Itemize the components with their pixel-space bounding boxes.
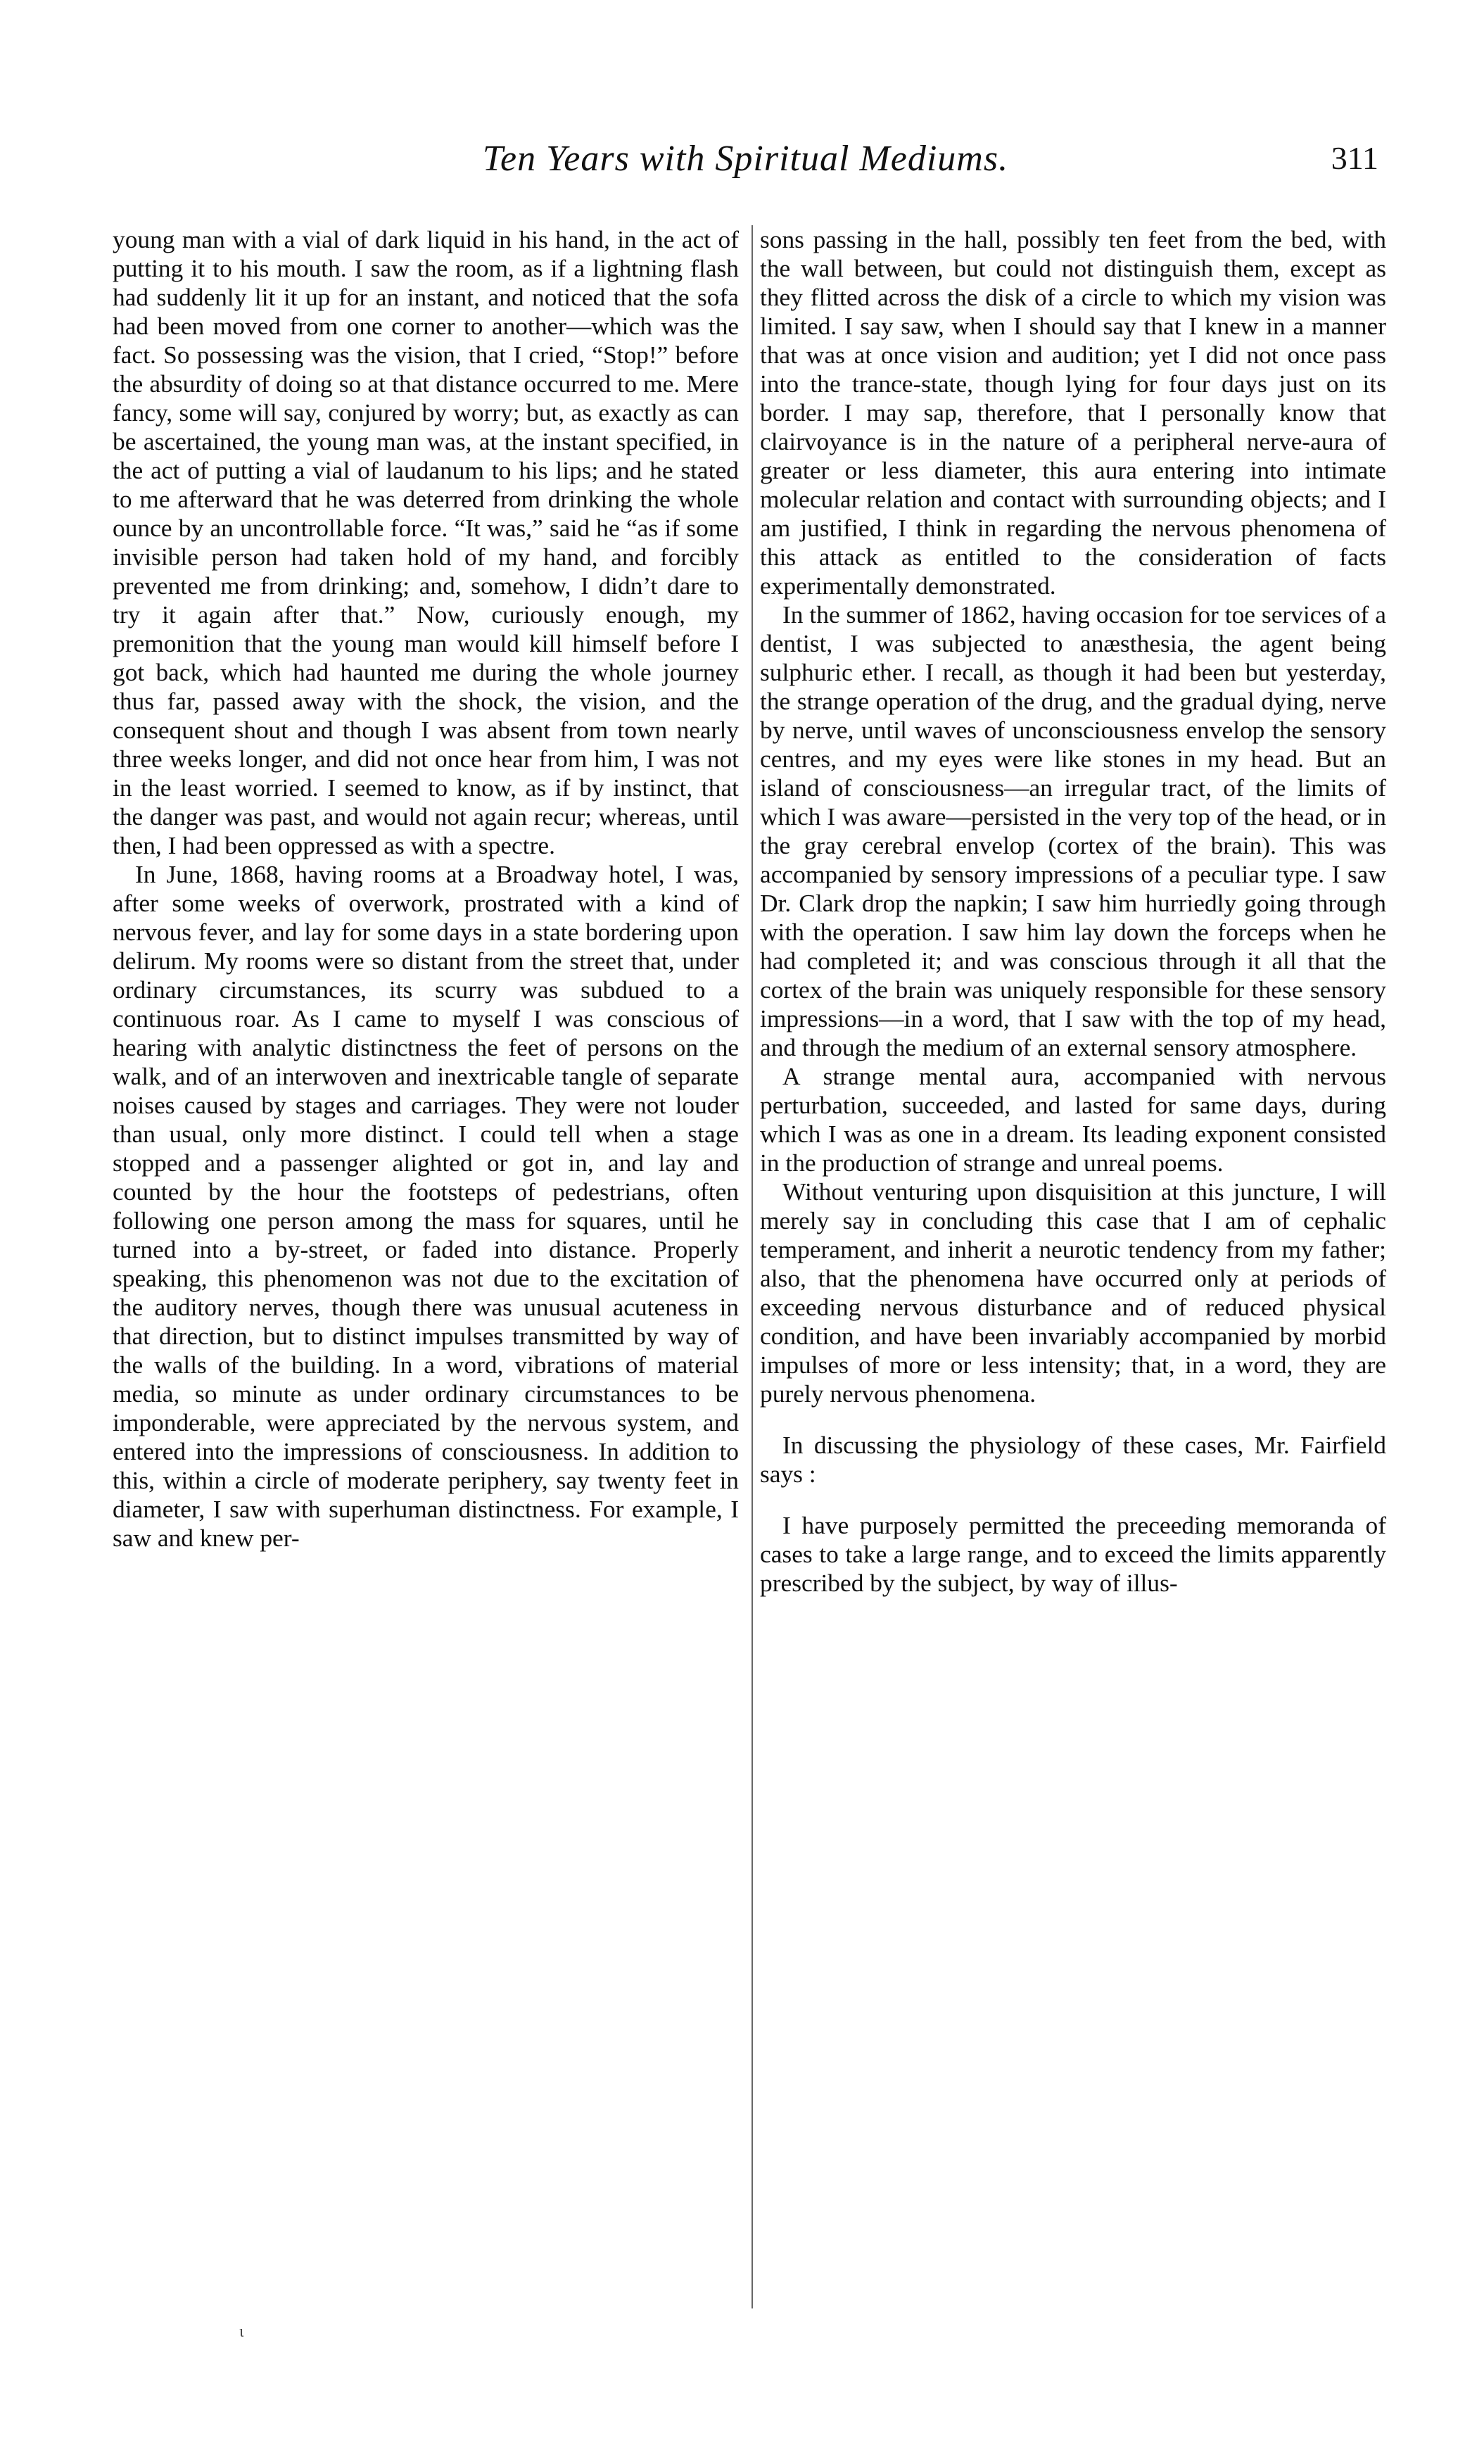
paragraph: In June, 1868, having rooms at a Broadway hotel, I was, after some weeks of overwork, prostrated with a kind of nervous fever, and lay for some days in a state bordering upon delirum. My rooms were so distant from the street that, under ordinary circumstances, its scurry was subdued to a continuous roar. As I came to myself I was conscious of hearing with analytic distinctness the feet of persons on the walk, and of an interwoven and inextricable tangle of separate noises caused by stages and carriages. They were not louder than usual, only more distinct. I could tell when a stage stopped and a passenger alighted or got in, and lay and counted by the hour the footsteps of pedestrians, often following one person among the mass for squares, until he turned into a by-street, or faded into distance. Properly speaking, this phenomenon was not due to the excitation of the auditory nerves, though there was unusual acuteness in that direction, but to distinct impulses transmitted by way of the walls of the building. In a word, vibrations of material media, so minute as under ordinary circumstances to be imponderable, were appreciated by the nervous system, and entered into the impressions of consciousness. In addition to this, within a circle of moderate periphery, say twenty feet in diameter, I saw with superhuman distinctness. For example, I saw and knew per-	[113, 860, 739, 1552]
stray-mark: ι	[239, 2323, 244, 2341]
text-columns	[113, 225, 1386, 2308]
paragraph: A strange mental aura, accompanied with nervous perturbation, succeeded, and lasted for same days, during which I was as one in a dream. Its leading exponent consisted in the production of strange and unreal poems.	[760, 1062, 1386, 1177]
paragraph: sons passing in the hall, possibly ten feet from the bed, with the wall between, but could not distinguish them, except as they flitted across the disk of a circle to which my vision was limited. I say saw, when I should say that I knew in a manner that was at once vision and audition; yet I did not once pass into the trance-state, though lying for four days just on its border. I may sap, therefore, that I personally know that clairvoyance is in the nature of a peripheral nerve-aura of greater or less diameter, this aura entering into intimate molecular relation and contact with surrounding objects; and I am justified, I think in regarding the nervous phenomena of this attack as entitled to the consideration of facts experimentally demonstrated.	[760, 225, 1386, 600]
left-column	[113, 225, 739, 2308]
running-head	[113, 138, 1378, 194]
paragraph-intro: In discussing the physiology of these cases, Mr. Fairfield says :	[760, 1431, 1386, 1488]
right-column	[760, 225, 1386, 2308]
paragraph: young man with a vial of dark liquid in his hand, in the act of putting it to his mouth. I saw the room, as if a lightning flash had suddenly lit it up for an instant, and noticed that the sofa had been moved from one corner to another—which was the fact. So possessing was the vision, that I cried, “Stop!” before the absurdity of doing so at that distance occurred to me. Mere fancy, some will say, conjured by worry; but, as exactly as can be ascertained, the young man was, at the instant specified, in the act of putting a vial of laudanum to his lips; and he stated to me afterward that he was deterred from drinking the whole ounce by an uncontrollable force. “It was,” said he “as if some invisible person had taken hold of my hand, and forcibly prevented me from drinking; and, somehow, I didn’t dare to try it again after that.” Now, curiously enough, my premonition that the young man would kill himself before I got back, which had haunted me during the whole journey thus far, passed away with the shock, the vision, and the consequent shout and though I was absent from town nearly three weeks longer, and did not once hear from him, I was not in the least worried. I seemed to know, as if by instinct, that the danger was past, and would not again recur; whereas, until then, I had been oppressed as with a spectre.	[113, 225, 739, 859]
paragraph-quote: I have purposely permitted the preceeding memoranda of cases to take a large range, and to exceed the limits apparently prescribed by the subject, by way of illus-	[760, 1511, 1386, 1597]
paragraph: Without venturing upon disquisition at this juncture, I will merely say in concluding this case that I am of cephalic temperament, and inherit a neurotic tendency from my father; also, that the phenomena have occurred only at periods of exceeding nervous disturbance and of reduced physical condition, and have been invariably accompanied by morbid impulses of more or less intensity; that, in a word, they are purely nervous phenomena.	[760, 1177, 1386, 1408]
page-number: 311	[1331, 140, 1378, 176]
paragraph: In the summer of 1862, having occasion for toe services of a dentist, I was subjected to anæsthesia, the agent being sulphuric ether. I recall, as though it had been but yesterday, the strange operation of the drug, and the gradual dying, nerve by nerve, until waves of unconsciousness envelop the sensory centres, and my eyes were like stones in my head. But an island of consciousness—an irregular tract, of the limits of which I was aware—persisted in the very top of the head, or in the gray cerebral envelop (cortex of the brain). This was accompanied by sensory impressions of a peculiar type. I saw Dr. Clark drop the napkin; I saw him hurriedly going through with the operation. I saw him lay down the forceps when he had completed it; and was conscious through it all that the cortex of the brain was uniquely responsible for these sensory impressions—in a word, that I saw with the top of my head, and through the medium of an external sensory atmosphere.	[760, 600, 1386, 1061]
running-title: Ten Years with Spiritual Mediums.	[482, 139, 1009, 179]
